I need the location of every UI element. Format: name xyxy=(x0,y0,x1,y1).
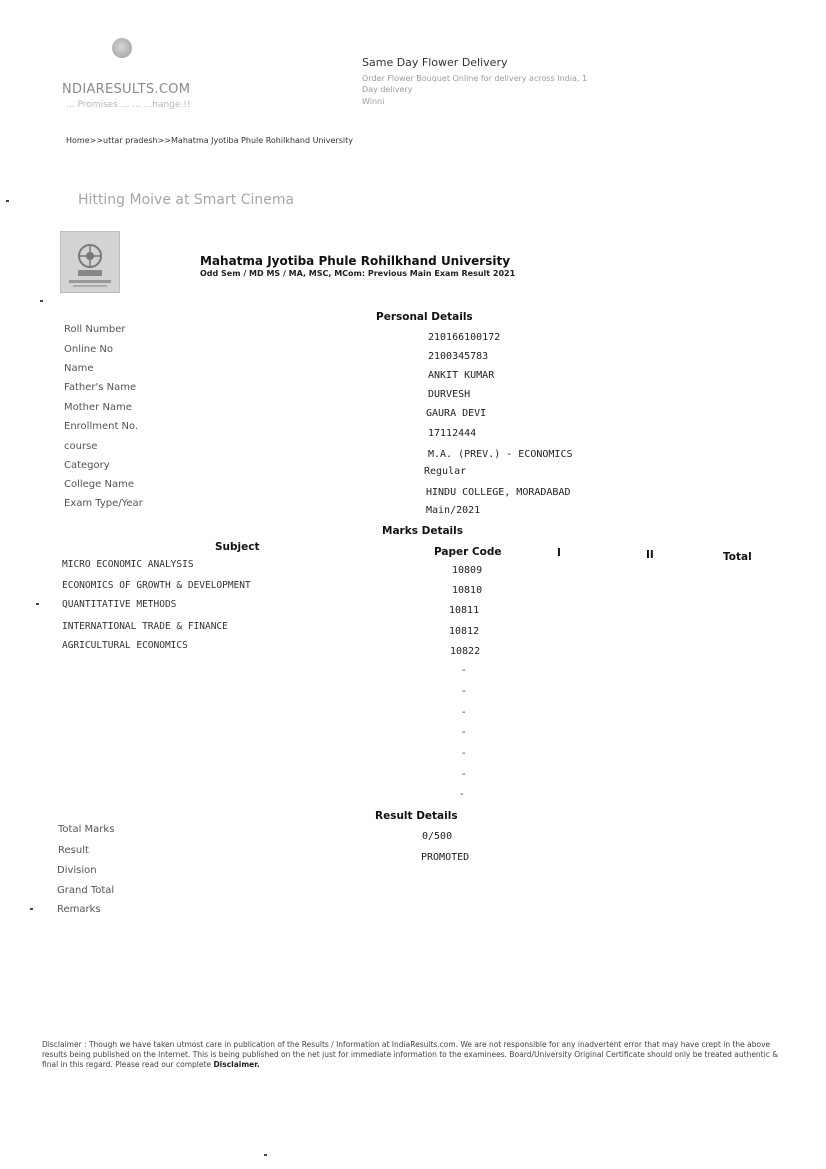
scan-speck xyxy=(264,1154,267,1156)
field-value-enrollment-no: 17112444 xyxy=(428,428,477,439)
subject-name: QUANTITATIVE METHODS xyxy=(62,599,177,610)
field-label-fathers-name: Father's Name xyxy=(64,382,137,393)
ad-sponsor: Winni xyxy=(362,97,385,106)
disclaimer-body: Disclaimer : Though we have taken utmost care in publication of the Results / Information at IndiaResults.com. We are not responsible for any inadvertent error that may have crept in the above results being published on the Internet. This is being published on the net just for immediate information to the examinees. Board/University Original Certificate should only be treated authentic & final in this regard. Please read our complete xyxy=(42,1040,779,1069)
field-value-online-no: 2100345783 xyxy=(428,351,489,362)
promo-link[interactable]: Hitting Moive at Smart Cinema xyxy=(78,192,295,208)
empty-mark-dash: - xyxy=(460,789,464,800)
field-value-total-marks: 0/500 xyxy=(422,831,453,842)
breadcrumb xyxy=(66,136,353,145)
site-logo-icon xyxy=(112,38,132,58)
disclaimer-link[interactable]: Disclaimer. xyxy=(213,1060,260,1069)
empty-mark-dash: - xyxy=(462,665,466,676)
page-subtitle: Odd Sem / MD MS / MA, MSC, MCom: Previous Main Exam Result 2021 xyxy=(200,269,516,278)
field-value-fathers-name: DURVESH xyxy=(428,389,471,400)
subject-name: ECONOMICS OF GROWTH & DEVELOPMENT xyxy=(62,580,251,591)
field-label-name: Name xyxy=(64,363,94,374)
marks-details-heading: Marks Details xyxy=(382,525,463,537)
site-name[interactable]: NDIARESULTS.COM xyxy=(62,82,191,97)
field-label-remarks: Remarks xyxy=(57,904,101,915)
scan-speck xyxy=(30,908,33,910)
empty-mark-dash: - xyxy=(462,727,466,738)
site-tagline: ... Promises ... ... ...hange !! xyxy=(66,100,191,110)
paper-code: 10812 xyxy=(449,626,480,637)
field-value-course: M.A. (PREV.) - ECONOMICS xyxy=(428,449,573,460)
ad-text-line: Order Flower Bouquet Online for delivery across India, 1 xyxy=(362,74,588,83)
ad-title-link[interactable]: Same Day Flower Delivery xyxy=(362,56,508,69)
field-value-college-name: HINDU COLLEGE, MORADABAD xyxy=(426,487,571,498)
personal-details-heading: Personal Details xyxy=(376,311,473,323)
field-label-category: Category xyxy=(64,460,110,471)
field-value-exam-type: Main/2021 xyxy=(426,505,481,516)
scan-speck xyxy=(36,603,39,605)
column-header-subject: Subject xyxy=(215,541,260,553)
column-header-paper-code: Paper Code xyxy=(434,546,502,558)
paper-code: 10809 xyxy=(452,565,483,576)
column-header-first: I xyxy=(557,547,561,559)
field-label-roll-number: Roll Number xyxy=(64,324,126,335)
subject-name: MICRO ECONOMIC ANALYSIS xyxy=(62,559,194,570)
paper-code: 10811 xyxy=(449,605,480,616)
result-details-heading: Result Details xyxy=(375,810,458,822)
scan-speck xyxy=(6,200,9,202)
field-label-result: Result xyxy=(58,845,89,856)
field-value-roll-number: 210166100172 xyxy=(428,332,501,343)
ad-text-line: Day delivery xyxy=(362,85,413,94)
breadcrumb-separator: >> xyxy=(157,136,172,145)
field-label-enrollment-no: Enrollment No. xyxy=(64,421,139,432)
page-title: Mahatma Jyotiba Phule Rohilkhand University xyxy=(200,254,511,268)
field-value-category: Regular xyxy=(424,466,467,477)
column-header-total: Total xyxy=(723,551,752,563)
field-label-division: Division xyxy=(57,865,97,876)
empty-mark-dash: - xyxy=(462,686,466,697)
breadcrumb-separator: >> xyxy=(89,136,104,145)
paper-code: 10810 xyxy=(452,585,483,596)
subject-name: AGRICULTURAL ECONOMICS xyxy=(62,640,188,651)
breadcrumb-home[interactable]: Home xyxy=(66,136,90,145)
breadcrumb-state[interactable]: uttar pradesh xyxy=(103,136,158,145)
field-value-mother-name: GAURA DEVI xyxy=(426,408,487,419)
university-emblem-icon xyxy=(60,231,120,293)
scan-speck xyxy=(40,300,43,302)
field-label-grand-total: Grand Total xyxy=(57,885,115,896)
empty-mark-dash: - xyxy=(462,707,466,718)
paper-code: 10822 xyxy=(450,646,481,657)
empty-mark-dash: - xyxy=(462,769,466,780)
field-value-result: PROMOTED xyxy=(421,852,470,863)
empty-mark-dash: - xyxy=(462,748,466,759)
field-label-college-name: College Name xyxy=(64,479,134,490)
disclaimer-text xyxy=(42,1040,784,1070)
subject-name: INTERNATIONAL TRADE & FINANCE xyxy=(62,621,228,632)
column-header-second: II xyxy=(646,549,654,561)
field-value-name: ANKIT KUMAR xyxy=(428,370,495,381)
field-label-mother-name: Mother Name xyxy=(64,402,132,413)
breadcrumb-university: Mahatma Jyotiba Phule Rohilkhand University xyxy=(171,136,353,145)
field-label-online-no: Online No xyxy=(64,344,114,355)
field-label-exam-type: Exam Type/Year xyxy=(64,498,143,509)
field-label-course: course xyxy=(64,441,98,452)
field-label-total-marks: Total Marks xyxy=(58,824,115,835)
